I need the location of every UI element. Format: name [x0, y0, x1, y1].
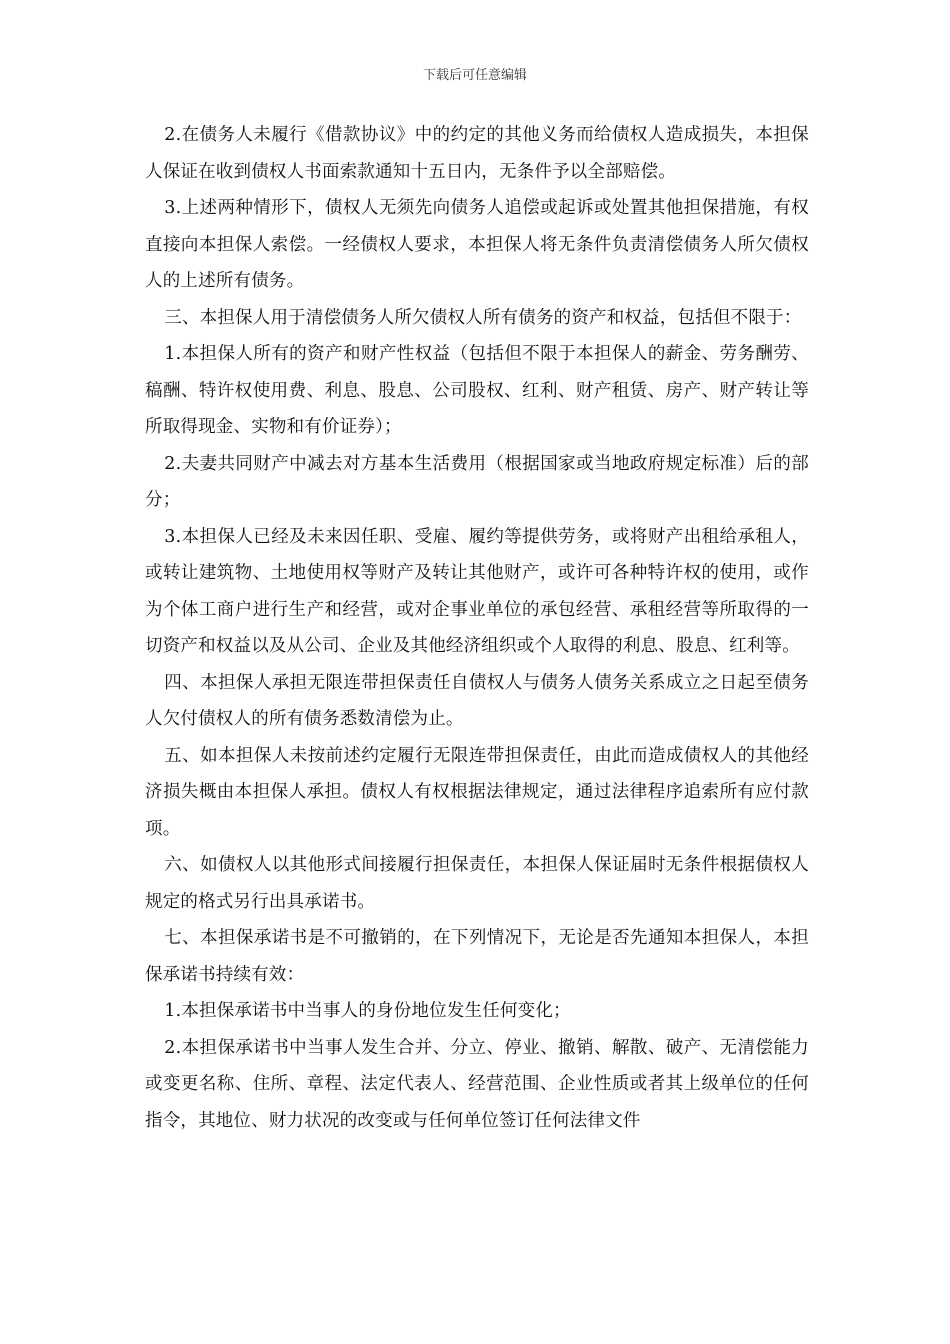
document-body [145, 117, 809, 1139]
paragraph-clause-3-1: 1.本担保人所有的资产和财产性权益（包括但不限于本担保人的薪金、劳务酬劳、稿酬、特许权使用费、利息、股息、公司股权、红利、财产租赁、房产、财产转让等所取得现金、实物和有价证券）； [145, 344, 809, 437]
paragraph-section-6: 六、如债权人以其他形式间接履行担保责任，本担保人保证届时无条件根据债权人规定的格式另行出具承诺书。 [145, 855, 809, 912]
paragraph-section-4: 四、本担保人承担无限连带担保责任自债权人与债务人债务关系成立之日起至债务人欠付债权人的所有债务悉数清偿为止。 [145, 672, 809, 729]
paragraph-clause-2-2: 2.在债务人未履行《借款协议》中的约定的其他义务而给债权人造成损失，本担保人保证在收到债权人书面索款通知十五日内，无条件予以全部赔偿。 [145, 125, 809, 182]
paragraph-clause-7-1: 1.本担保承诺书中当事人的身份地位发生任何变化； [164, 1001, 571, 1021]
paragraph-clause-2-3: 3.上述两种情形下，债权人无须先向债务人追偿或起诉或处置其他担保措施，有权直接向本担保人索偿。一经债权人要求，本担保人将无条件负责清偿债务人所欠债权人的上述所有债务。 [145, 198, 809, 291]
paragraph-section-7: 七、本担保承诺书是不可撤销的，在下列情况下，无论是否先通知本担保人，本担保承诺书持续有效： [145, 928, 809, 985]
paragraph-section-3: 三、本担保人用于清偿债务人所欠债权人所有债务的资产和权益，包括但不限于： [164, 307, 802, 328]
paragraph-clause-7-2: 2.本担保承诺书中当事人发生合并、分立、停业、撤销、解散、破产、无清偿能力或变更名称、住所、章程、法定代表人、经营范围、企业性质或者其上级单位的任何指令，其地位、财力状况的改变或与任何单位签订任何法律文件 [145, 1037, 809, 1131]
paragraph-section-5: 五、如本担保人未按前述约定履行无限连带担保责任，由此而造成债权人的其他经济损失概由本担保人承担。债权人有权根据法律规定，通过法律程序追索所有应付款项。 [145, 745, 809, 839]
paragraph-clause-3-3: 3.本担保人已经及未来因任职、受雇、履约等提供劳务，或将财产出租给承租人，或转让建筑物、土地使用权等财产及转让其他财产，或许可各种特许权的使用，或作为个体工商户进行生产和经营，或对企事业单位的承包经营、承租经营等所取得的一切资产和权益以及从公司、企业及其他经济组织或个人取得的利息、股息、红利等。 [145, 526, 809, 656]
page-header: 下载后可任意编辑 [422, 68, 527, 83]
paragraph-clause-3-2: 2.夫妻共同财产中减去对方基本生活费用（根据国家或当地政府规定标准）后的部分； [145, 453, 809, 510]
